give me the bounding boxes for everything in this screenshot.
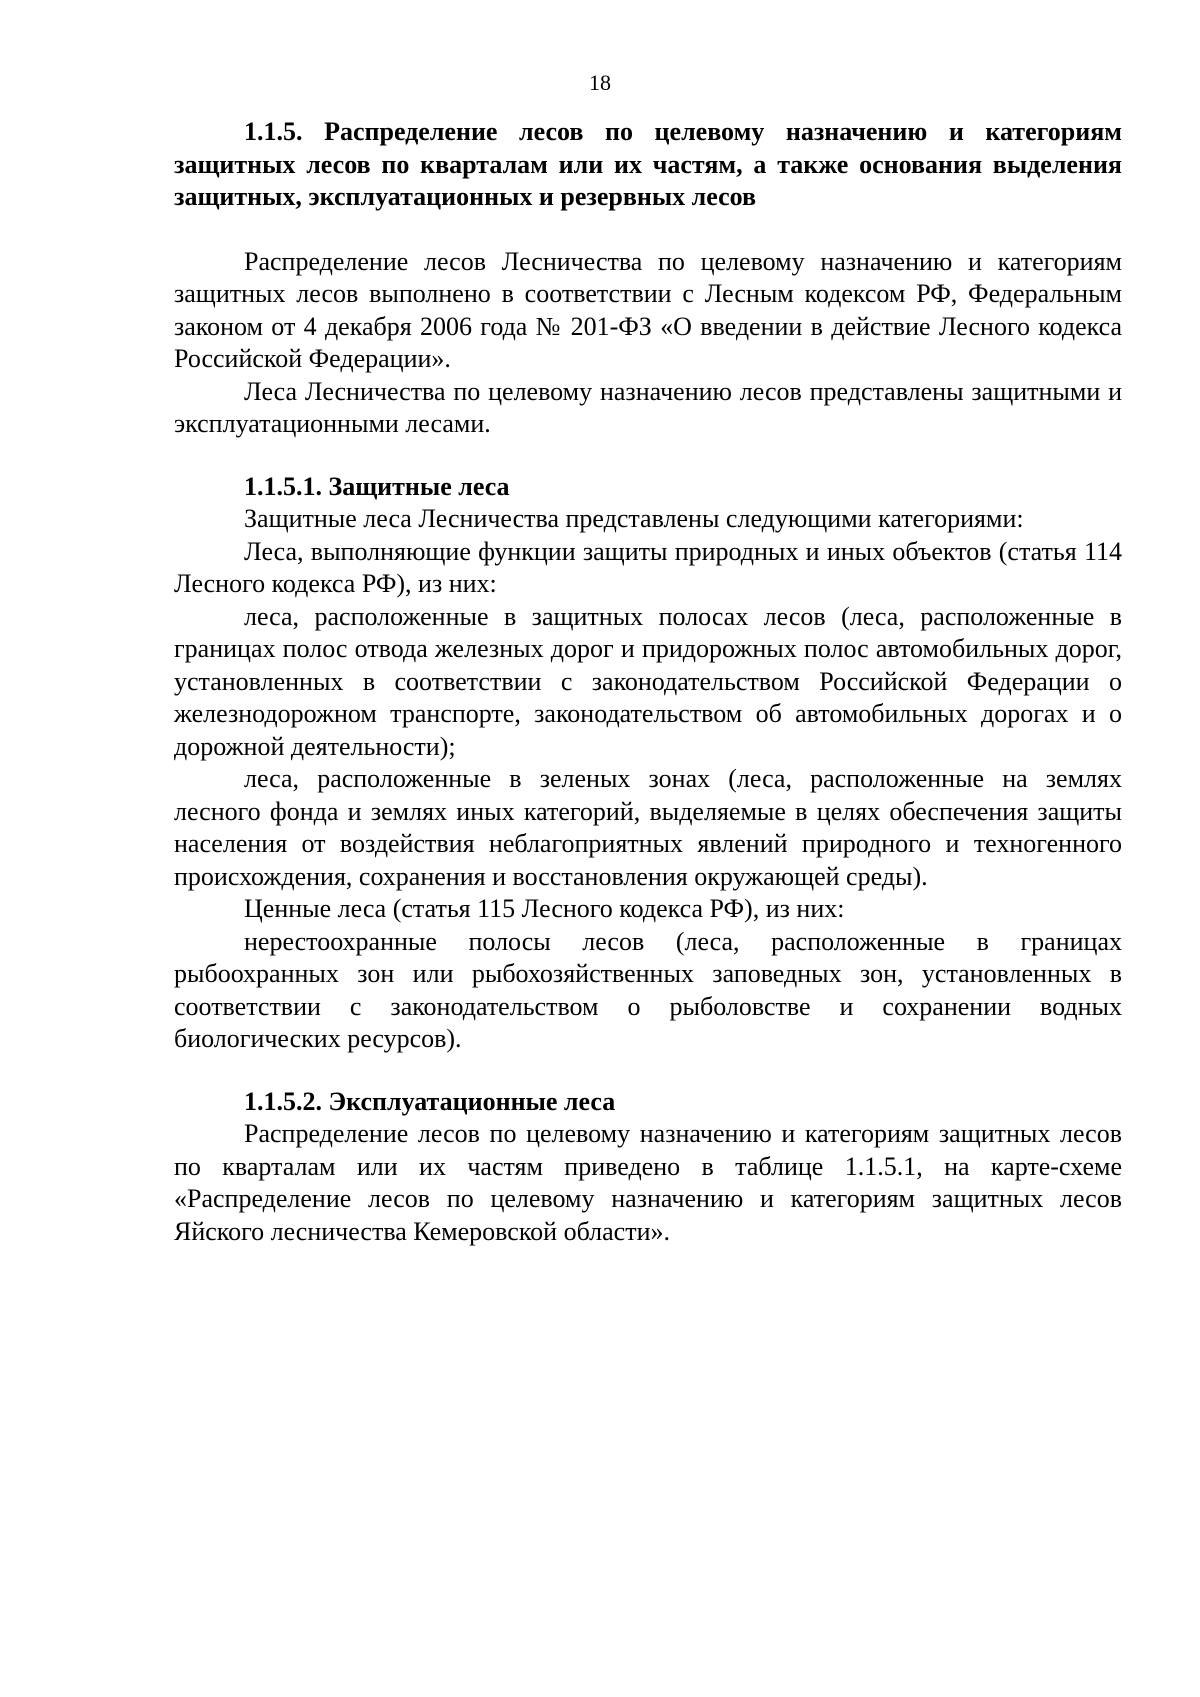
section-paragraph: Распределение лесов Лесничества по целевому назначению и категориям защитных лесов выполнено в соответствии с Лесным кодексом РФ, Федеральным законом от 4 декабря 2006 года № 201-ФЗ «О введении в действие Лесного кодекса Российской Федерации». (174, 246, 1122, 373)
subsection-paragraph: нерестоохранные полосы лесов (леса, расположенные в границах рыбоохранных зон или рыбохозяйственных заповедных зон, установленных в соответствии с законодательством о рыболовстве и сохранении водных биологических ресурсов). (174, 926, 1122, 1053)
section-title: 1.1.5. Распределение лесов по целевому назначению и категориям защитных лесов по кварталам или их частям, а также основания выделения защитных, эксплуатационных и резервных лесов (174, 117, 1122, 211)
subsection-paragraph: Распределение лесов по целевому назначению и категориям защитных лесов по кварталам или их частям приведено в таблице 1.1.5.1, на карте-схеме «Распределение лесов по целевому назначению и категориям защитных лесов Яйского лесничества Кемеровской области». (174, 1119, 1122, 1246)
spacer (174, 441, 1122, 471)
subsection-paragraph: леса, расположенные в зеленых зонах (леса, расположенные на землях лесного фонда и землях иных категорий, выделяемые в целях обеспечения защиты населения от воздействия неблагоприятных явлений природного и техногенного происхождения, сохранения и восстановления окружающей среды). (174, 764, 1122, 891)
spacer (174, 1056, 1122, 1086)
subsection-paragraph: Защитные леса Лесничества представлены следующими категориями: (244, 504, 1024, 533)
page-content (174, 116, 1122, 1248)
spacer (174, 214, 1122, 246)
page-number: 18 (589, 70, 611, 95)
subsection-title-exploitation-forests: 1.1.5.2. Эксплуатационные леса (244, 1086, 616, 1116)
subsection-paragraph: леса, расположенные в защитных полосах лесов (леса, расположенные в границах полос отвода железных дорог и придорожных полос автомобильных дорог, установленных в соответствии с законодательством Российской Федерации о железнодорожном транспорте, законодательством об автомобильных дорогах и о дорожной деятельности); (174, 601, 1122, 761)
section-paragraph: Леса Лесничества по целевому назначению лесов представлены защитными и эксплуатационными лесами. (174, 376, 1122, 438)
subsection-paragraph: Леса, выполняющие функции защиты природных и иных объектов (статья 114 Лесного кодекса РФ), из них: (174, 536, 1122, 598)
subsection-paragraph: Ценные леса (статья 115 Лесного кодекса РФ), из них: (244, 894, 845, 923)
subsection-title-protective-forests: 1.1.5.1. Защитные леса (244, 471, 510, 501)
